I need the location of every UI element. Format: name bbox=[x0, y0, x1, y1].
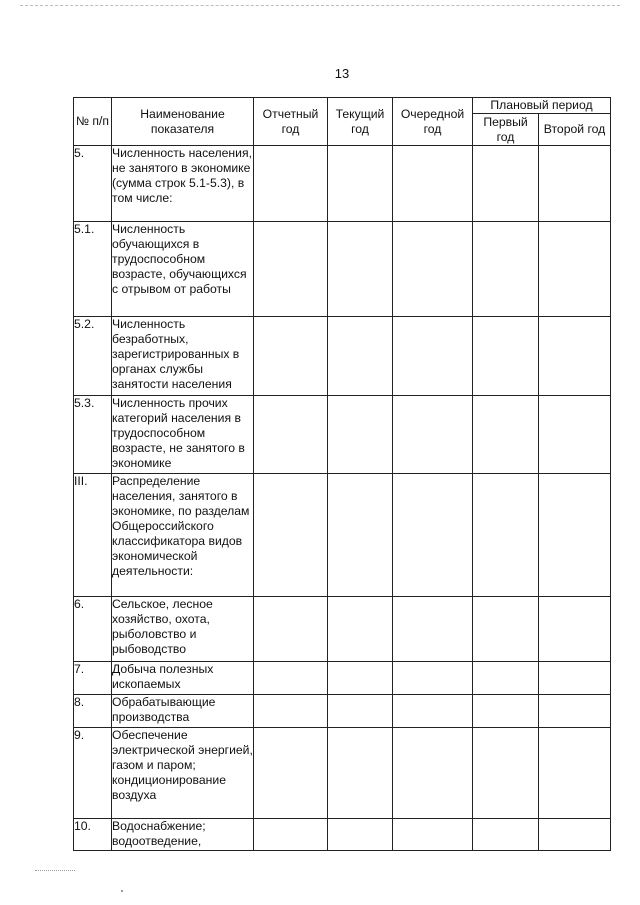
table-row bbox=[74, 819, 611, 851]
row-indicator-name: Обеспечение электрической энергией, газом и паром; кондиционирование воздуха bbox=[112, 728, 254, 819]
cell-next-year bbox=[393, 317, 473, 396]
row-indicator-name: Численность населения, не занятого в экономике (сумма строк 5.1-5.3), в том числе: bbox=[112, 146, 254, 222]
header-first-year: Первый год bbox=[473, 114, 539, 146]
header-second-year: Второй год bbox=[539, 114, 611, 146]
cell-current-year bbox=[328, 819, 393, 851]
row-indicator-name: Сельское, лесное хозяйство, охота, рыболовство и рыбоводство bbox=[112, 597, 254, 662]
table-row bbox=[74, 728, 611, 819]
cell-current-year bbox=[328, 317, 393, 396]
cell-second-year bbox=[539, 728, 611, 819]
cell-first-year bbox=[473, 597, 539, 662]
cell-next-year bbox=[393, 662, 473, 695]
cell-second-year bbox=[539, 396, 611, 474]
row-number: 8. bbox=[74, 695, 112, 728]
table-row bbox=[74, 474, 611, 597]
row-indicator-name: Водоснабжение; водоотведение, bbox=[112, 819, 254, 851]
header-number: № п/п bbox=[74, 98, 112, 146]
cell-first-year bbox=[473, 222, 539, 317]
header-next-year: Очередной год bbox=[393, 98, 473, 146]
cell-current-year bbox=[328, 662, 393, 695]
table-row bbox=[74, 146, 611, 222]
cell-next-year bbox=[393, 597, 473, 662]
cell-next-year bbox=[393, 222, 473, 317]
cell-next-year bbox=[393, 474, 473, 597]
table-row bbox=[74, 317, 611, 396]
cell-first-year bbox=[473, 819, 539, 851]
cell-first-year bbox=[473, 474, 539, 597]
row-indicator-name: Обрабатывающие производства bbox=[112, 695, 254, 728]
cell-next-year bbox=[393, 819, 473, 851]
table-row bbox=[74, 222, 611, 317]
cell-next-year bbox=[393, 146, 473, 222]
row-number: 5.3. bbox=[74, 396, 112, 474]
row-indicator-name: Численность безработных, зарегистрированных в органах службы занятости населения bbox=[112, 317, 254, 396]
table-row bbox=[74, 396, 611, 474]
cell-current-year bbox=[328, 695, 393, 728]
indicators-table bbox=[73, 97, 611, 851]
cell-reporting-year bbox=[254, 728, 328, 819]
cell-second-year bbox=[539, 695, 611, 728]
cell-second-year bbox=[539, 222, 611, 317]
row-number: III. bbox=[74, 474, 112, 597]
cell-reporting-year bbox=[254, 662, 328, 695]
cell-next-year bbox=[393, 695, 473, 728]
cell-second-year bbox=[539, 662, 611, 695]
cell-current-year bbox=[328, 396, 393, 474]
header-reporting-year: Отчетный год bbox=[254, 98, 328, 146]
row-number: 5.1. bbox=[74, 222, 112, 317]
cell-first-year bbox=[473, 695, 539, 728]
cell-reporting-year bbox=[254, 819, 328, 851]
row-number: 9. bbox=[74, 728, 112, 819]
row-number: 5. bbox=[74, 146, 112, 222]
cell-second-year bbox=[539, 474, 611, 597]
row-indicator-name: Распределение населения, занятого в экономике, по разделам Общероссийского классификатора видов экономической деятельности: bbox=[112, 474, 254, 597]
cell-first-year bbox=[473, 317, 539, 396]
row-indicator-name: Добыча полезных ископаемых bbox=[112, 662, 254, 695]
cell-current-year bbox=[328, 146, 393, 222]
scan-artifact-dot bbox=[121, 890, 123, 892]
cell-first-year bbox=[473, 662, 539, 695]
row-number: 10. bbox=[74, 819, 112, 851]
cell-second-year bbox=[539, 146, 611, 222]
table-row bbox=[74, 597, 611, 662]
cell-first-year bbox=[473, 396, 539, 474]
cell-reporting-year bbox=[254, 695, 328, 728]
cell-reporting-year bbox=[254, 474, 328, 597]
cell-reporting-year bbox=[254, 597, 328, 662]
cell-next-year bbox=[393, 396, 473, 474]
row-number: 6. bbox=[74, 597, 112, 662]
cell-reporting-year bbox=[254, 396, 328, 474]
cell-current-year bbox=[328, 222, 393, 317]
row-indicator-name: Численность прочих категорий населения в трудоспособном возрасте, не занятого в экономике bbox=[112, 396, 254, 474]
header-current-year: Текущий год bbox=[328, 98, 393, 146]
cell-second-year bbox=[539, 317, 611, 396]
row-indicator-name: Численность обучающихся в трудоспособном возрасте, обучающихся с отрывом от работы bbox=[112, 222, 254, 317]
scan-edge-marks bbox=[20, 5, 620, 8]
cell-first-year bbox=[473, 146, 539, 222]
header-planning-period: Плановый период bbox=[473, 98, 611, 114]
cell-current-year bbox=[328, 728, 393, 819]
row-number: 5.2. bbox=[74, 317, 112, 396]
page-number: 13 bbox=[334, 66, 350, 81]
cell-reporting-year bbox=[254, 222, 328, 317]
cell-reporting-year bbox=[254, 146, 328, 222]
row-number: 7. bbox=[74, 662, 112, 695]
header-indicator-name: Наименование показателя bbox=[112, 98, 254, 146]
table-row bbox=[74, 695, 611, 728]
cell-next-year bbox=[393, 728, 473, 819]
cell-first-year bbox=[473, 728, 539, 819]
cell-reporting-year bbox=[254, 317, 328, 396]
cell-current-year bbox=[328, 474, 393, 597]
cell-second-year bbox=[539, 819, 611, 851]
table-row bbox=[74, 662, 611, 695]
scan-artifact-dots bbox=[35, 870, 75, 873]
cell-second-year bbox=[539, 597, 611, 662]
cell-current-year bbox=[328, 597, 393, 662]
